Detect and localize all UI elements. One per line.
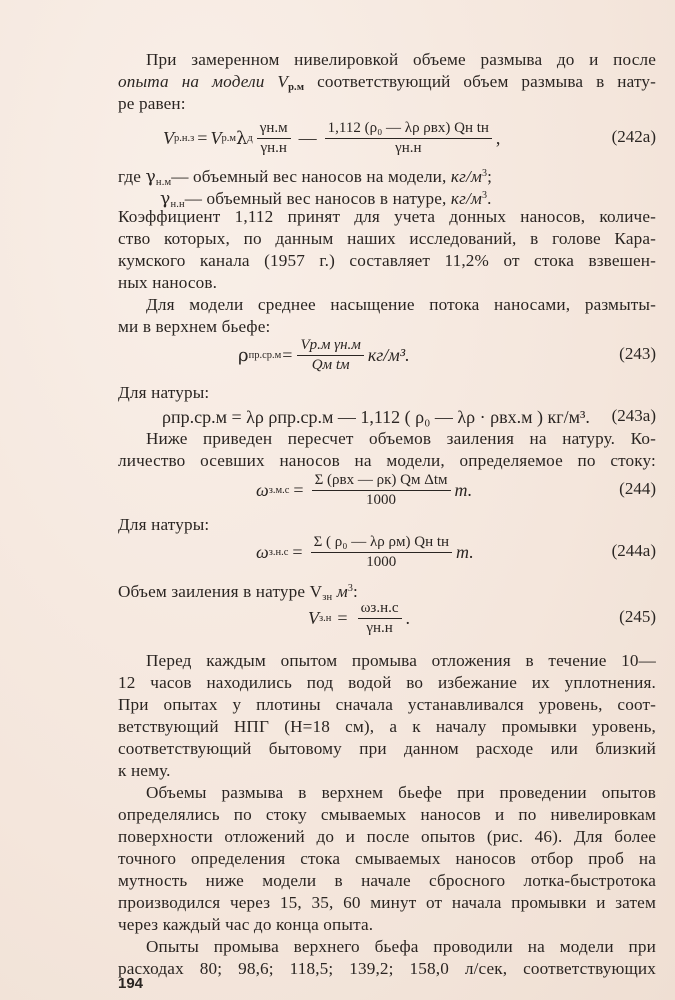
page-number: 194 xyxy=(118,975,144,992)
text-line: Коэффициент 1,112 принят для учета донных наносов, количе- xyxy=(118,207,656,226)
text-line: опыта на модели $V_{р.м}$ соответствующий объем размыва в нату- xyxy=(118,72,656,93)
text-line: точного определения стока смываемых наносов отбор проб на xyxy=(118,849,656,868)
text-line: определялись по стоку смываемых наносов и по нивелировкам xyxy=(118,805,656,824)
text-line: расходах 80; 98,6; 118,5; 139,2; 158,0 л/сек, соответствующих xyxy=(118,959,656,978)
text-line: $\gamma_{н.н}—$ объемный вес наносов в натуре, $кг/м^3$. xyxy=(160,189,492,210)
text-line: 12 часов находились под водой во избежание их уплотнения. xyxy=(118,673,656,692)
text-line: ство которых, по данным наших исследований, в голове Кара- xyxy=(118,229,656,248)
text-line: При замеренном нивелировкой объеме размыва до и после xyxy=(146,50,656,69)
text-line: ми в верхнем бьефе: xyxy=(118,317,271,336)
text-line: мутность ниже модели в начале сбросного лотка-быстротока xyxy=(118,871,656,890)
formula-244: ω з.м.с = $\frac{\text{Σ (ρвх — ρк) Qм Δtм}}{1000}$ т. (244) xyxy=(256,471,656,508)
equation-number: (243а) xyxy=(611,406,656,425)
text-line: ветствующий НПГ (H=18 см), а к началу промывки уровень, xyxy=(118,717,656,736)
text-line: ных наносов. xyxy=(118,273,218,292)
formula-245: V з.н = $\frac{\omega з.н.с}{\gamma н.н}$ . (245) xyxy=(308,599,656,636)
formula-242a: V р.н.з = V р.м λ д $\frac{\gamma н.м}{\gamma н.н}$ — $\frac{\text{1,112 (ρ₀ — λρ ρвх) Qн tн}}{\gamma н.н}$ , (242а) xyxy=(163,119,656,156)
text-line: Для натуры: xyxy=(118,383,210,402)
text-line: кумского канала (1957 г.) составляет 11,2% от стока взвешен- xyxy=(118,251,656,270)
text-line: где $\gamma_{н.м}—$ объемный вес наносов на модели, $кг/м^3$; xyxy=(118,167,493,188)
text-line: При опытах у плотины сначала устанавливался уровень, соот- xyxy=(118,695,656,714)
text-line: Перед каждым опытом промыва отложения в течение 10— xyxy=(146,651,656,670)
text-line: поверхности отложений до и после опытов (рис. 46). Для более xyxy=(118,827,656,846)
equation-number: (243) xyxy=(619,344,656,363)
text-line: ре равен: xyxy=(118,94,186,113)
text-line: Опыты промыва верхнего бьефа проводили на модели при xyxy=(146,937,656,956)
text-line: через каждый час до конца опыта. xyxy=(118,915,374,934)
equation-number: (244а) xyxy=(611,541,656,560)
text-line: Для натуры: xyxy=(118,515,210,534)
text-line: к нему. xyxy=(118,761,171,780)
text-line: Объемы размыва в верхнем бьефе при проведении опытов xyxy=(146,783,656,802)
formula-243: ρ пр.ср.м = $\frac{\text{Vр.м γн.м}}{\text{Qм tм}}$ кг/м³. (243) xyxy=(238,336,656,373)
text-line: Объем заиления в натуре $V_{зн}$ $м^3$: xyxy=(118,582,358,603)
text-line: производился через 15, 35, 60 минут от начала промывки и затем xyxy=(118,893,656,912)
equation-number: (244) xyxy=(619,479,656,498)
equation-number: (245) xyxy=(619,607,656,626)
formula-244a: ω з.н.с = $\frac{\text{Σ ( ρ₀ — λρ ρм) Qн tн}}{1000}$ т. (244а) xyxy=(256,533,656,570)
text-line: Для модели среднее насыщение потока наносами, размыты- xyxy=(146,295,656,314)
formula-243a: ρпр.ср.м = λρ ρпр.ср.м — 1,112 ( ρ₀ — λρ · ρвх.м ) кг/м³. (243а) xyxy=(162,406,656,427)
text-line: Ниже приведен пересчет объемов заиления на натуру. Ко- xyxy=(146,429,656,448)
text-line: личество осевших наносов на модели, определяемое по стоку: xyxy=(118,451,656,470)
equation-number: (242а) xyxy=(611,127,656,146)
text-line: соответствующий бытовому при данном расходе или близкий xyxy=(118,739,656,758)
